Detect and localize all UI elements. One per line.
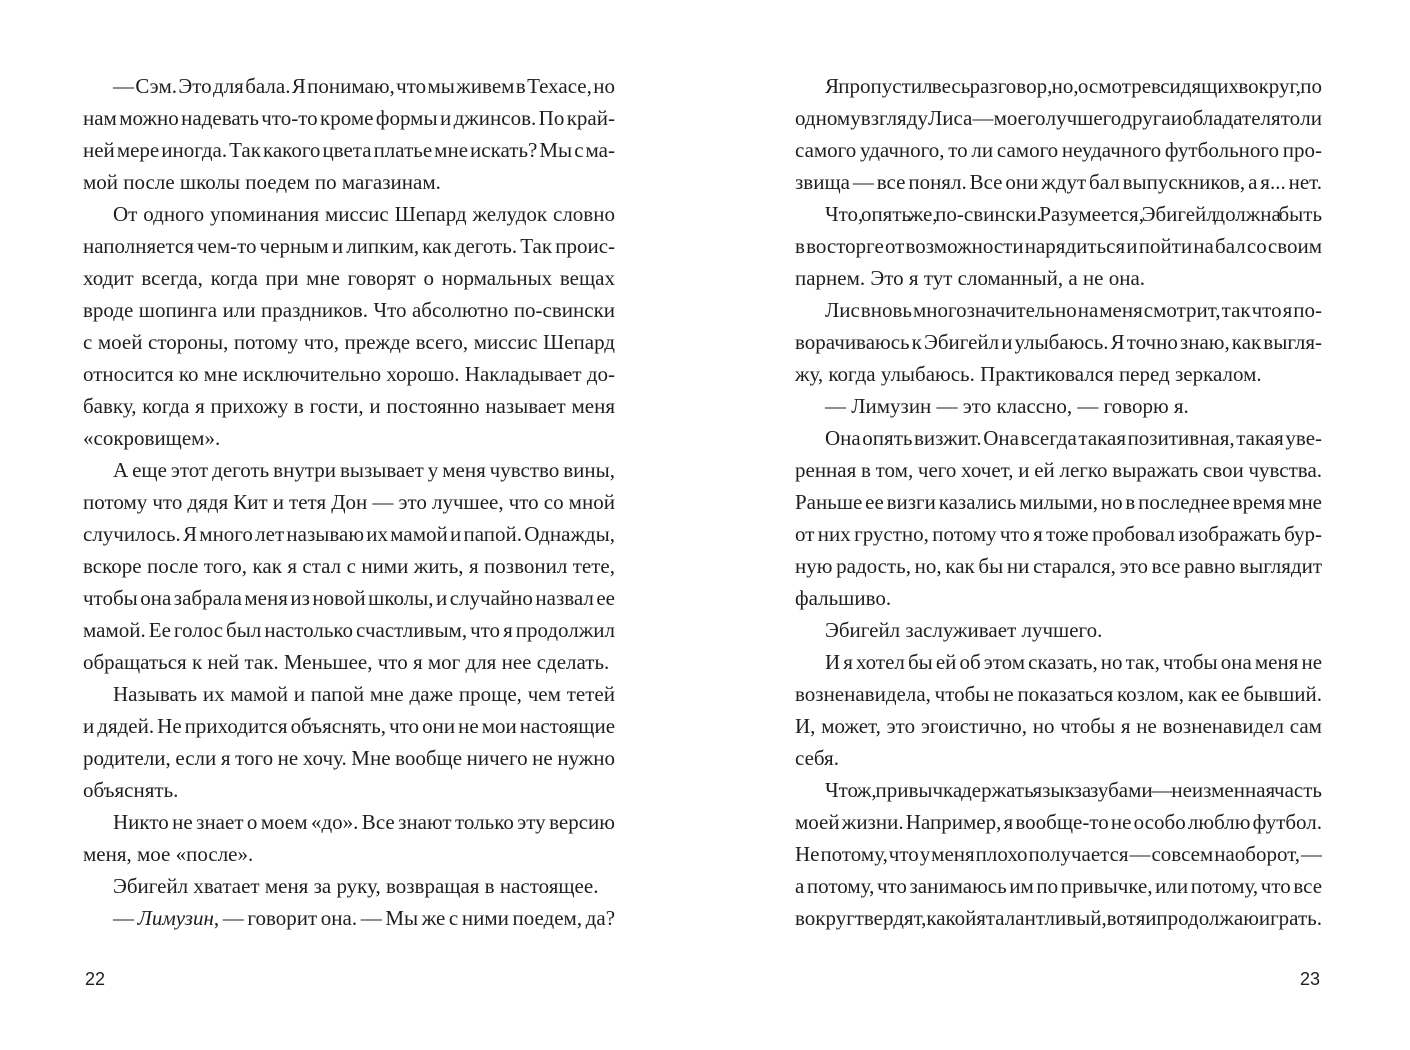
text-line-content: ней мере иногда. Так какого цвета платье мне искать? Мы с ма- (83, 138, 616, 162)
text-line (83, 262, 615, 294)
text-line-content: — Лимузин — это классно, — говорю я. (825, 394, 1189, 418)
text-line-content: ворачиваюсь к Эбигейл и улыбаюсь. Я точно знаю, как выгля- (795, 330, 1322, 354)
text-line (83, 774, 615, 806)
text-line (83, 806, 615, 838)
text-line (83, 646, 615, 678)
text-line (795, 358, 1322, 390)
text-line-content: ходит всегда, когда при мне говорят о нормальных вещах (83, 266, 615, 290)
text-line-content: Называть их мамой и папой мне даже проще, чем тетей (113, 682, 615, 706)
text-line (795, 806, 1322, 838)
text-line-content: случилось. Я много лет называю их мамой и папой. Однажды, (83, 522, 615, 546)
text-line (83, 358, 615, 390)
text-line (83, 230, 615, 262)
text-line-content: Она опять визжит. Она всегда такая позитивная, такая уве- (825, 426, 1323, 450)
text-line-content: меня, мое «после». (83, 842, 254, 866)
text-line-content: одному взгляду Лиса — моего лучшего друга и обладателя то ли (795, 106, 1323, 130)
left-text-column (83, 70, 615, 934)
text-line-content: возненавидела, чтобы не показаться козлом, как ее бывший. (795, 682, 1322, 706)
text-line (83, 518, 615, 550)
right-page-number: 23 (1299, 969, 1320, 989)
text-line-content: жу, когда улыбаюсь. Практиковался перед зеркалом. (795, 362, 1262, 386)
text-line (795, 294, 1322, 326)
text-line-content: объяснять. (83, 778, 179, 802)
text-line (83, 134, 615, 166)
text-line-content: нам можно надевать что-то кроме формы и джинсов. По край- (83, 106, 615, 130)
text-line-content: и дядей. Не приходится объяснять, что они не мои настоящие (83, 714, 616, 738)
text-line (83, 422, 615, 454)
text-line-content: вроде шопинга или праздников. Что абсолютно по-свински (83, 298, 616, 322)
text-line-content: Не потому, что у меня плохо получается — совсем наоборот, — (795, 842, 1323, 866)
text-line-content: родители, если я того не хочу. Мне вообще ничего не нужно (83, 746, 616, 770)
text-line-content: относится ко мне исключительно хорошо. Накладывает до- (83, 362, 616, 386)
text-line (795, 902, 1322, 934)
text-line-content: фальшиво. (795, 586, 892, 610)
text-line (83, 70, 615, 102)
text-line (795, 486, 1322, 518)
left-page-number: 22 (85, 969, 106, 989)
text-line (795, 550, 1322, 582)
text-line-content: с моей стороны, потому что, прежде всего, миссис Шепард (83, 330, 615, 354)
text-line (795, 262, 1322, 294)
text-line-content: мамой. Ее голос был настолько счастливым, что я продолжил (83, 618, 615, 642)
text-line (795, 230, 1322, 262)
text-line (83, 614, 615, 646)
text-line-content: наполняется чем-то черным и липким, как деготь. Так проис- (83, 234, 616, 258)
text-line-content: Что, опять же, по-свински. Разумеется, Эбигейл должна быть (825, 202, 1323, 226)
text-line (795, 678, 1322, 710)
text-line-content: Что ж, привычка держать язык за зубами — неизменная часть (825, 778, 1322, 802)
text-line (795, 710, 1322, 742)
text-line-content: моей жизни. Например, я вообще-то не особо люблю футбол. (795, 810, 1323, 834)
text-line (795, 102, 1322, 134)
text-line-content: обращаться к ней так. Меньшее, что я мог для нее сделать. (83, 650, 610, 674)
text-line-content: Я пропустил весь разговор, но, осмотрев сидящих вокруг, по (825, 74, 1323, 98)
text-line (795, 614, 1322, 646)
text-line (83, 838, 615, 870)
text-line-content: И я хотел бы ей об этом сказать, но так, чтобы она меня не (825, 650, 1323, 674)
text-line (795, 518, 1322, 550)
text-line-content: потому что дядя Кит и тетя Дон — это лучшее, что со мной (83, 490, 615, 514)
text-line (795, 422, 1322, 454)
text-line-content: чтобы она забрала меня из новой школы, и случайно назвал ее (83, 586, 615, 610)
text-line-content: И, может, это эгоистично, но чтобы я не возненавидел сам (795, 714, 1322, 738)
text-line (83, 102, 615, 134)
text-line-content: в восторге от возможности нарядиться и пойти на бал со своим (795, 234, 1323, 258)
text-line (795, 454, 1322, 486)
text-line-content: звища — все понял. Все они ждут бал выпускников, а я... нет. (795, 170, 1323, 194)
text-line (795, 582, 1322, 614)
text-line-content: Раньше ее визги казались милыми, но в последнее время мне (795, 490, 1323, 514)
text-line (795, 326, 1322, 358)
text-line (83, 390, 615, 422)
text-line (83, 582, 615, 614)
text-line-content: Эбигейл заслуживает лучшего. (825, 618, 1103, 642)
text-line (83, 870, 615, 902)
text-line (83, 166, 615, 198)
text-line (795, 870, 1322, 902)
text-line-content: — Лимузин, — говорит она. — Мы же с ними поедем, да? (113, 906, 616, 930)
text-line-content: себя. (795, 746, 839, 770)
text-line-content: ренная в том, чего хочет, и ей легко выражать свои чувства. (795, 458, 1323, 482)
text-line (795, 198, 1322, 230)
text-line (83, 710, 615, 742)
text-line (795, 166, 1322, 198)
text-line (795, 646, 1322, 678)
text-line-content: «сокровищем». (83, 426, 221, 450)
text-line (83, 294, 615, 326)
text-line-content: самого удачного, то ли самого неудачного футбольного про- (795, 138, 1322, 162)
text-line (795, 774, 1322, 806)
text-line-content: Никто не знает о моем «до». Все знают только эту версию (113, 810, 615, 834)
text-line-content: А еще этот деготь внутри вызывает у меня чувство вины, (113, 458, 616, 482)
text-line-content: бавку, когда я прихожу в гости, и постоянно называет меня (83, 394, 615, 418)
text-line (83, 550, 615, 582)
text-line (795, 838, 1322, 870)
text-line (83, 454, 615, 486)
text-line (795, 70, 1322, 102)
text-line-content: а потому, что занимаюсь им по привычке, или потому, что все (795, 874, 1323, 898)
text-line (795, 134, 1322, 166)
text-line-content: Лис вновь многозначительно на меня смотрит, так что я по- (825, 298, 1322, 322)
text-line-content: ную радость, но, как бы ни старался, это все равно выглядит (795, 554, 1323, 578)
text-line (83, 902, 615, 934)
text-line (83, 326, 615, 358)
text-line-content: вокруг твердят, какой я талантливый, вот я и продолжаю играть. (795, 906, 1322, 930)
text-line (83, 486, 615, 518)
text-line-content: От одного упоминания миссис Шепард желудок словно (113, 202, 615, 226)
text-line-content: Эбигейл хватает меня за руку, возвращая в настоящее. (113, 874, 599, 898)
text-line-content: от них грустно, потому что я тоже пробовал изображать бур- (795, 522, 1323, 546)
text-line-content: парнем. Это я тут сломанный, а не она. (795, 266, 1146, 290)
right-text-column (795, 70, 1322, 934)
text-line (83, 742, 615, 774)
text-line-content: вскоре после того, как я стал с ними жить, я позвонил тете, (83, 554, 615, 578)
text-line (83, 198, 615, 230)
text-line (795, 742, 1322, 774)
text-line-content: мой после школы поедем по магазинам. (83, 170, 441, 194)
text-line-content: — Сэм. Это для бала. Я понимаю, что мы живем в Техасе, но (113, 74, 615, 98)
text-line (83, 678, 615, 710)
text-line (795, 390, 1322, 422)
